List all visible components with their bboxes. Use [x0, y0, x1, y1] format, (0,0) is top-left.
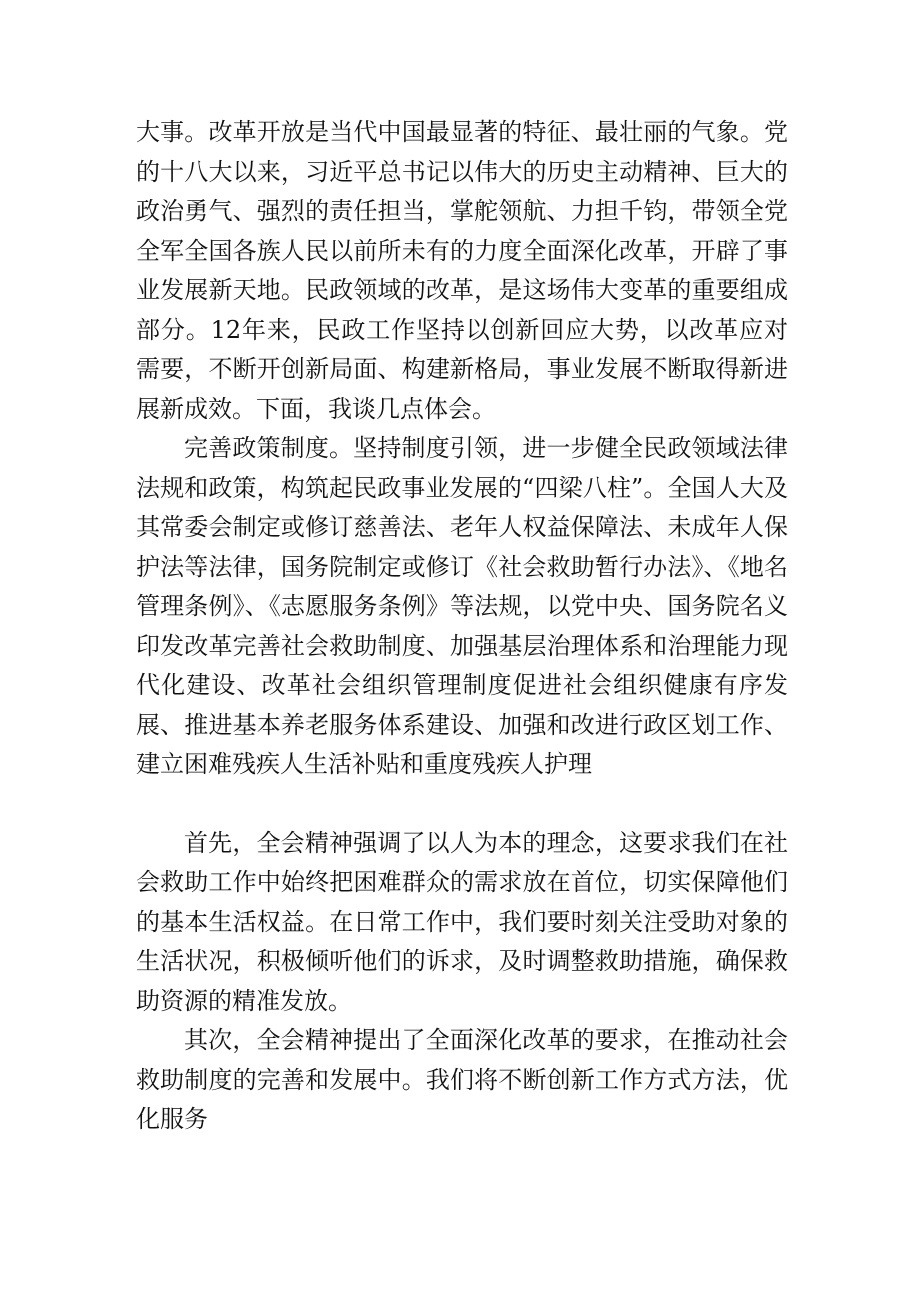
paragraph-reform-overview: 大事。改革开放是当代中国最显著的特征、最壮丽的气象。党的十八大以来，习近平总书记以伟大的历史主动精神、巨大的政治勇气、强烈的责任担当，掌舵领航、力担千钧，带领全党全军全国各族人民以前所未有的力度全面深化改革，开辟了事业发展新天地。民政领域的改革，是这场伟大变革的重要组成部分。12年来，民政工作坚持以创新回应大势，以改革应对需要，不断开创新局面、构建新格局，事业发展不断取得新进展新成效。下面，我谈几点体会。	[136, 118, 788, 423]
paragraph-deepen-reform: 其次，全会精神提出了全面深化改革的要求，在推动社会救助制度的完善和发展中。我们将不断创新工作方式方法，优化服务	[136, 1026, 788, 1133]
document-body	[136, 113, 788, 1140]
paragraph-people-centered: 首先，全会精神强调了以人为本的理念，这要求我们在社会救助工作中始终把困难群众的需求放在首位，切实保障他们的基本生活权益。在日常工作中，我们要时刻关注受助对象的生活状况，积极倾听他们的诉求，及时调整救助措施，确保救助资源的精准发放。	[136, 828, 788, 1015]
paragraph-policy-system: 完善政策制度。坚持制度引领，进一步健全民政领域法律法规和政策，构筑起民政事业发展的“四梁八柱”。全国人大及其常委会制定或修订慈善法、老年人权益保障法、未成年人保护法等法律，国务院制定或修订《社会救助暂行办法》、《地名管理条例》、《志愿服务条例》等法规，以党中央、国务院名义印发改革完善社会救助制度、加强基层治理体系和治理能力现代化建设、改革社会组织管理制度促进社会组织健康有序发展、推进基本养老服务体系建设、加强和改进行政区划工作、建立困难残疾人生活补贴和重度残疾人护理	[136, 434, 788, 778]
paragraph-gap	[136, 785, 788, 824]
